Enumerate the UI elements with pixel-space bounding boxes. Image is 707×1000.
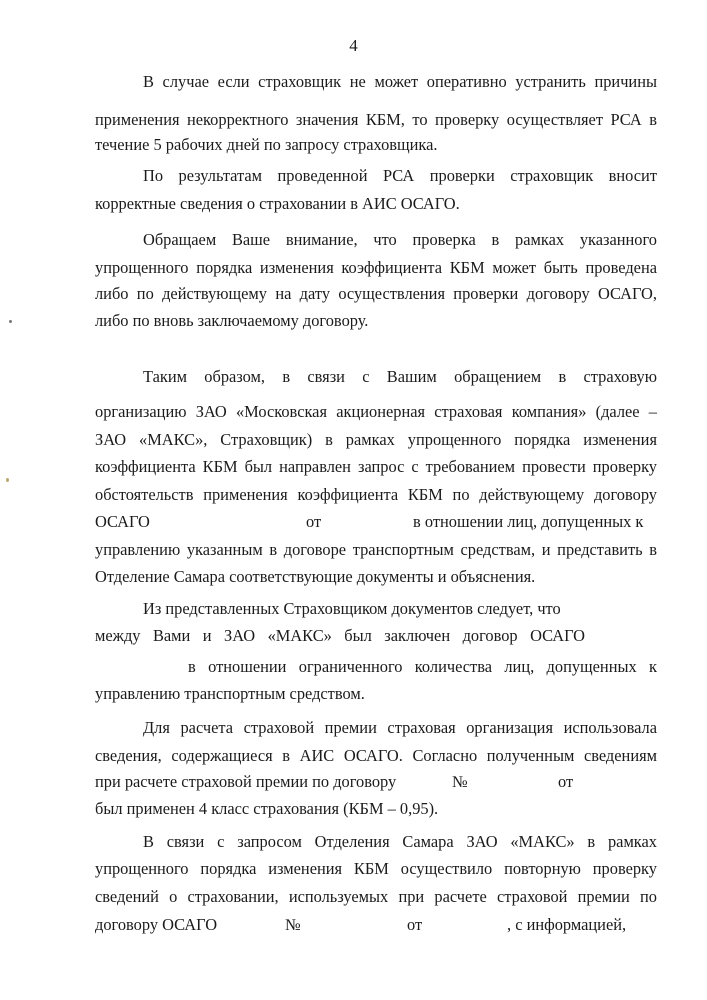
paragraph-4-line-4: коэффициента КБМ был направлен запрос с требованием провести проверку xyxy=(95,457,657,476)
paragraph-6-line-1: Для расчета страховой премии страховая организация использовала xyxy=(143,718,657,737)
date-from-label: от xyxy=(558,772,574,791)
scan-speck xyxy=(6,478,9,482)
page-number: 4 xyxy=(349,36,358,55)
paragraph-5-line-1: Из представленных Страховщиком документов следует, что xyxy=(143,599,561,618)
paragraph-7-line-1: В связи с запросом Отделения Самара ЗАО «МАКС» в рамках xyxy=(143,832,657,851)
paragraph-4-line-8: Отделение Самара соответствующие документы и объяснения. xyxy=(95,567,536,586)
paragraph-5-line-2: между Вами и ЗАО «МАКС» был заключен договор ОСАГО xyxy=(95,626,585,645)
paragraph-4-line-5: обстоятельств применения коэффициента КБМ по действующему договору xyxy=(95,485,657,504)
paragraph-3-line-1: Обращаем Ваше внимание, что проверка в рамках указанного xyxy=(143,230,657,249)
date-from-label: от xyxy=(306,512,322,531)
relation-text: в отношении лиц, допущенных к xyxy=(413,512,644,531)
paragraph-4-line-1: Таким образом, в связи с Вашим обращением в страховую xyxy=(143,367,657,386)
paragraph-4-line-7: управлению указанным в договоре транспортным средствам, и представить в xyxy=(95,540,657,559)
paragraph-1-line-2: применения некорректного значения КБМ, то проверку осуществляет РСА в xyxy=(95,110,657,129)
number-sign: № xyxy=(285,915,301,934)
paragraph-2-line-1: По результатам проведенной РСА проверки страховщик вносит xyxy=(143,166,657,185)
paragraph-4-line-2: организацию ЗАО «Московская акционерная страховая компания» (далее – xyxy=(95,402,657,421)
paragraph-3-line-4: либо по вновь заключаемому договору. xyxy=(95,311,369,330)
scan-speck xyxy=(9,320,12,323)
paragraph-3-line-2: упрощенного порядка изменения коэффициента КБМ может быть проведена xyxy=(95,258,657,277)
paragraph-4-line-3: ЗАО «МАКС», Страховщик) в рамках упрощенного порядка изменения xyxy=(95,430,657,449)
information-text: , с информацией, xyxy=(507,915,627,934)
paragraph-5-line-3: в отношении ограниченного количества лиц, допущенных к xyxy=(188,657,657,676)
paragraph-3-line-3: либо по действующему на дату осуществления проверки договору ОСАГО, xyxy=(95,284,657,303)
premium-calc-text: при расчете страховой премии по договору xyxy=(95,772,397,791)
paragraph-7-line-3: сведений о страховании, используемых при расчете страховой премии по xyxy=(95,887,657,906)
paragraph-5-line-4: управлению транспортным средством. xyxy=(95,684,365,703)
paragraph-7-line-2: упрощенного порядка изменения КБМ осуществило повторную проверку xyxy=(95,859,657,878)
paragraph-1-line-1: В случае если страховщик не может оперативно устранить причины xyxy=(143,72,657,91)
paragraph-6-line-2: сведения, содержащиеся в АИС ОСАГО. Согласно полученным сведениям xyxy=(95,746,657,765)
date-from-label: от xyxy=(407,915,423,934)
contract-osago-label: договору ОСАГО xyxy=(95,915,218,934)
paragraph-6-line-4: был применен 4 класс страхования (КБМ – 0,95). xyxy=(95,799,439,818)
paragraph-2-line-2: корректные сведения о страховании в АИС ОСАГО. xyxy=(95,194,460,213)
paragraph-1-line-3: течение 5 рабочих дней по запросу страховщика. xyxy=(95,135,438,154)
osago-label: ОСАГО xyxy=(95,512,150,531)
number-sign: № xyxy=(452,772,468,791)
